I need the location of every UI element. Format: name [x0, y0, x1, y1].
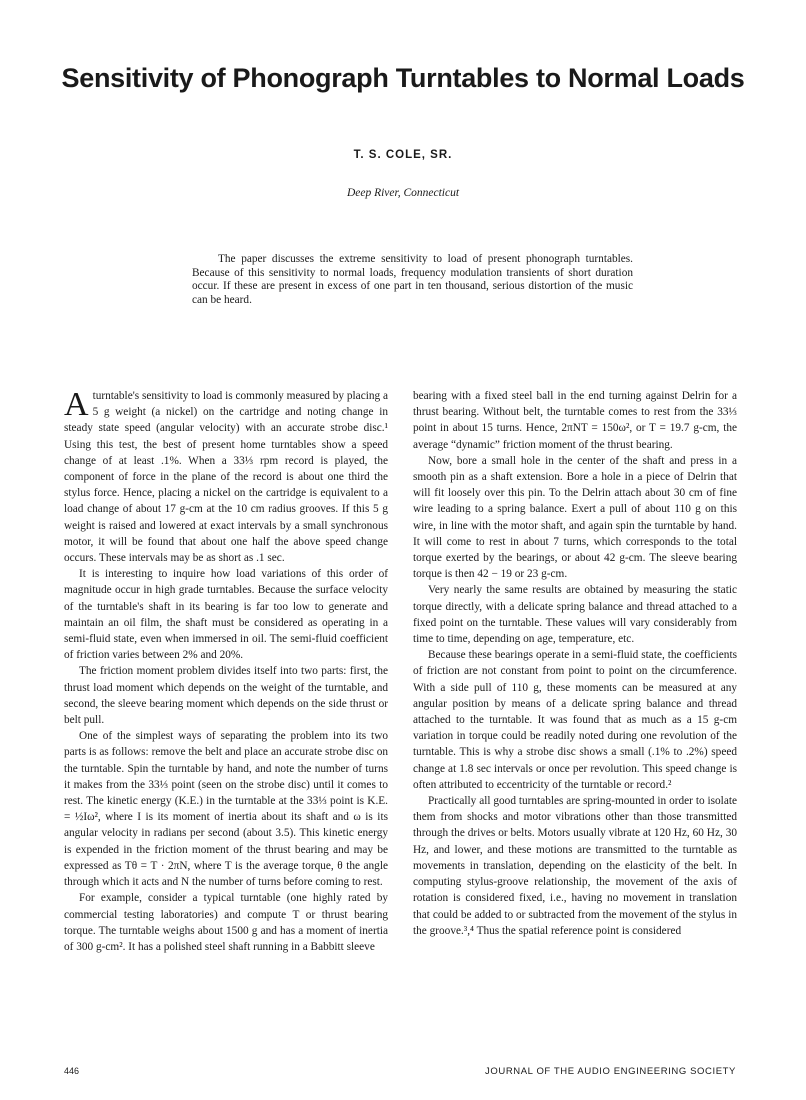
body-paragraph: It is interesting to inquire how load variations of this order of magnitude occur in high grade turntables. Because the surface velocity of the turntable's shaft in its bearing is far too low to generate and maintain an oil film, the shaft must be considered as operating in a semi-fluid state, even when immersed in oil. The semi-fluid coefficient of friction varies between 2% and 20%. — [64, 568, 388, 662]
body-paragraph: bearing with a fixed steel ball in the end turning against Delrin for a thrust bearing. Without belt, the turntable comes to rest from the 33⅓ point in about 15 turns. Hence, 2πNT = 150ω², or T = 19.7 g-cm, the average “dynamic” friction moment of the thrust bearing. — [413, 390, 737, 451]
body-paragraph: For example, consider a typical turntable (one highly rated by commercial testing laboratories) and compute T or thrust bearing torque. The turntable weighs about 1500 g and has a moment of inertia of 300 g-cm². It has a polished steel shaft running in a Babbitt sleeve — [64, 892, 388, 953]
body-paragraph: One of the simplest ways of separating the problem into its two parts is as follows: remove the belt and place an accurate strobe disc on the turntable. Spin the turntable by hand, and note the number of turns it makes from the 33⅓ point (seen on the strobe disc) until it comes to rest. The kinetic energy (K.E.) in the turntable at the 33⅓ point is K.E. = ½Iω², where I is its moment of inertia about its shaft and ω is its angular velocity in radians per second (about 3.5). This kinetic energy is expended in the friction moment of the thrust bearing and may be expressed as Tθ = T · 2πN, where T is the average torque, θ the angle through which it acts and N the number of turns before coming to rest. — [64, 730, 388, 889]
body-paragraph: The friction moment problem divides itself into two parts: first, the thrust load moment which depends on the weight of the turntable, and second, the sleeve bearing moment which depends on the side thrust or belt pull. — [64, 665, 388, 727]
abstract — [192, 253, 633, 307]
body-paragraph: Practically all good turntables are spring-mounted in order to isolate them from shocks and motor vibrations other than those transmitted through the drives or belts. Motors usually vibrate at 120 Hz, 60 Hz, 30 Hz, and lower, and these motions are transmitted to the turntable as movements in translation, depending on the elasticity of the belt. In computing stylus-groove relationship, the movement of the axis of rotation is considered fixed, i.e., having no movement in translation that could be added to or subtracted from the movement of the stylus in the groove.³,⁴ Thus the spatial reference point is considered — [413, 795, 737, 937]
author-name: T. S. COLE, SR. — [353, 149, 453, 161]
body-column-right — [413, 388, 737, 939]
body-column-left — [64, 388, 388, 955]
abstract-text: The paper discusses the extreme sensitivity to load of present phonograph turntables. Because of this sensitivity to normal loads, frequency modulation transients of short duration occur. If these are present in excess of one part in ten thousand, serious distortion of the music can be heard. — [192, 253, 633, 306]
author-affiliation: Deep River, Connecticut — [346, 187, 460, 199]
body-paragraph — [64, 388, 388, 566]
body-paragraph-text: turntable's sensitivity to load is commonly measured by placing a 5 g weight (a nickel) on the cartridge and noting change in steady state speed (angular velocity) with an accurate strobe disc.¹ Using this test, the best of present home turntables show a speed change of at least .1%. When a 33⅓ rpm record is played, the component of force in the plane of the record is about one third the stylus force. Hence, placing a nickel on the cartridge is equivalent to a load change of about 17 g-cm at the 10 cm radius grooves. If this 5 g weight is raised and lowered at exact intervals by a small synchronous motor, it will be found that about one half the above speed change occurs. These intervals may be as short as .1 sec. — [64, 390, 388, 565]
page-number: 446 — [64, 1066, 80, 1076]
body-paragraph: Because these bearings operate in a semi-fluid state, the coefficients of friction are not constant from point to point on the circumference. With a side pull of 110 g, these moments can be measured at any angular position by means of a delicate spring balance and thread attached to the turntable. It was found that as much as a 15 g-cm variation in torque could be readily noted during one revolution of the turntable. This is why a strobe disc shows a small (.1% to .2%) speed change at 1.8 sec intervals or once per revolution. This speed change is often attributed to eccentricity of the turntable or record.² — [413, 649, 737, 791]
paper-title: Sensitivity of Phonograph Turntables to Normal Loads — [61, 63, 745, 93]
journal-name: JOURNAL OF THE AUDIO ENGINEERING SOCIETY — [485, 1066, 736, 1077]
body-paragraph: Now, bore a small hole in the center of the shaft and press in a smooth pin as a shaft extension. Bore a hole in a piece of Delrin that will fit loosely over this pin. To the Delrin attach about 30 cm of fine wire leading to a spring balance. Exert a pull of about 110 g on this wire, in line with the motor shaft, and again spin the turntable by hand. It will come to rest in about 7 turns, which corresponds to the total torque exerted by the bearings, or about 42 g-cm. The sleeve bearing torque is then 42 − 19 or 23 g-cm. — [413, 454, 737, 581]
body-paragraph: Very nearly the same results are obtained by measuring the static torque directly, with a delicate spring balance and thread attached to a fixed point on the turntable. These values will vary considerably from time to time, depending on age, temperature, etc. — [413, 584, 737, 646]
drop-cap: A — [64, 386, 89, 423]
